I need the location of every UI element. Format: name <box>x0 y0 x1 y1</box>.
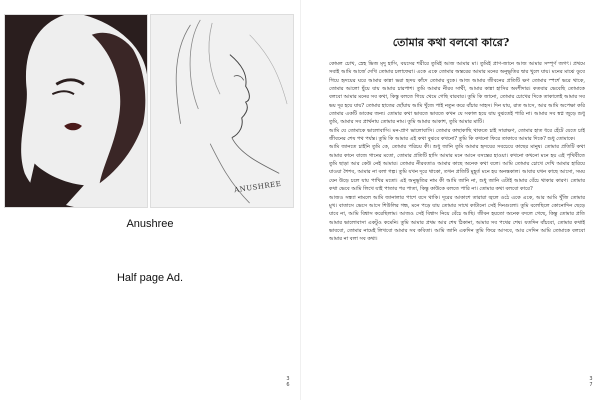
silhouette-drawing <box>5 15 147 207</box>
artist-name-caption: Anushree <box>126 218 174 230</box>
article-paragraph: আজও সন্ধ্যা নামলে আমি জানালার পাশে বসে থাকি। দূরের আকাশে তারারা জ্বলে ওঠে একে একে, আর আমি খুঁজি তোমার মুখ। বাতাসে ভেসে আসে শিউলির গন্ধ, মনে পড়ে যায় তোমার সাথে কাটানো সেই দিনগুলো। তুমি বলেছিলে কোনোদিন ছেড়ে যাবে না, আমি বিশ্বাস করেছিলাম। আজও সেই বিশ্বাস নিয়ে বেঁচে আছি। জীবন হয়তো অনেক বদলে গেছে, কিন্তু তোমার প্রতি আমার ভালোবাসা একটুও কমেনি। তুমি আমার প্রথম আর শেষ ঠিকানা, আমার সব পথের শেষ। যতদিন বাঁচবো, তোমার কথাই ভাববো, তোমার নামেই লিখবো আমার সব কবিতা। আমি জানি একদিন তুমি ফিরে আসবে, আর সেদিন আমি তোমাকে বলবো আমার না বলা সব কথা। <box>329 194 585 243</box>
right-page <box>300 0 600 400</box>
article-paragraph: কোমল চোখ, স্নেহ ভিজ মৃদু হাসি, বয়সের শরীরে তুমিই আজ আমার মা। তুমিই প্রাণ-জানে আজ আমার সম্পূর্ণ জগৎ। প্রথমে সবাই আমি আর্জে দেখি তোমার চলাফেরা। একে একে তোমার অন্তরের আমার মনের অনুভূতির দ্বার খুলে যায়। মনের মাঝে ডুবে গিয়ে হৃদয়ের ঘরে আমার কান্না ভরা হৃদয় কাঁদে তোমার বুকে। আজ আমার জীবনের প্রতিটি ক্ষণ তোমার স্পর্শে ভরে থাকে, তোমার আলো ছুঁয়ে যায় আমার চারপাশ। তুমি আমার নীরব সাথী, আমার কান্না হাসির অংশীদার। কতবার ভেবেছি তোমাকে বলবো আমার মনের সব কথা, কিন্তু বলতে গিয়ে থেমে গেছি বারবার। তুমি কি জানো, তোমার চোখের দিকে তাকালেই আমার সব ভয় দূর হয়ে যায়? তোমার হাতের ছোঁয়ায় আমি খুঁজে পাই নতুন করে বাঁচার সাহস। দিন যায়, রাত আসে, আর আমি অপেক্ষা করি তোমার একটি ডাকের জন্য। তোমার কথা ভাবতে ভাবতে কখন যে সকাল হয়ে যায় বুঝতেই পারি না। আমার সব স্বপ্ন জুড়ে শুধু তুমি, আমার সব প্রার্থনায় তোমার নাম। তুমি আমার আকাশ, তুমি আমার মাটি। <box>329 61 585 126</box>
artist-signature: ANUSHREE <box>233 179 282 195</box>
sketch-drawing <box>151 15 293 207</box>
artwork-pencil-sketch <box>150 14 294 208</box>
page-number-left: 3 6 <box>286 376 290 388</box>
article-body <box>329 60 585 360</box>
article-paragraph: আমি যে তোমাকে ভালোবাসি। মন-প্রাণ ভালোবাসি। তোমার কাছাকাছি থাকতে চাই সারাক্ষণ, তোমার হাত ধরে হেঁটে যেতে চাই জীবনের শেষ পথ পর্যন্ত। তুমি কি আমার এই কথা বুঝবে কখনো? তুমি কি কখনো ফিরে তাকাবে আমার দিকে? শুধু তোমাকে। <box>329 127 585 143</box>
half-page-ad-placeholder: Half page Ad. <box>116 272 184 284</box>
article-title: তোমার কথা বলবো কারে? <box>392 36 510 49</box>
artwork-woman-silhouette <box>4 14 148 208</box>
article-paragraph: আমি জানতে চাইনি তুমি কে, তোমার পরিচয় কী। শুধু জানি তুমি আমার হৃদয়ের সবচেয়ে কাছের মানুষ। তোমার প্রতিটি কথা আমার কানে বাজে গানের মতো, তোমার প্রতিটি হাসি আমার মনে আনে বসন্তের হাওয়া। কখনো কখনো মনে হয় এই পৃথিবীতে তুমি ছাড়া আর কেউ নেই আমার। তোমার নীরবতাও আমার কাছে অনেক কথা বলে। আমি তোমার চোখে দেখি আমার হারিয়ে যাওয়া শৈশব, আমার না বলা গল্প। তুমি যখন দূরে থাকো, তখন প্রতিটি মুহূর্ত মনে হয় অনন্তকাল। আবার যখন কাছে আসো, সময় যেন উড়ে চলে যায় পাখির মতো। এই অনুভূতির নাম কী আমি জানি না, শুধু জানি এটাই আমার বেঁচে থাকার কারণ। তোমার কথা ভেবে আমি লিখে যাই পাতার পর পাতা, কিন্তু কাউকে বলতে পারি না। তোমার কথা বলবো কারে? <box>329 144 585 193</box>
page-number-right: 3 7 <box>589 376 593 388</box>
